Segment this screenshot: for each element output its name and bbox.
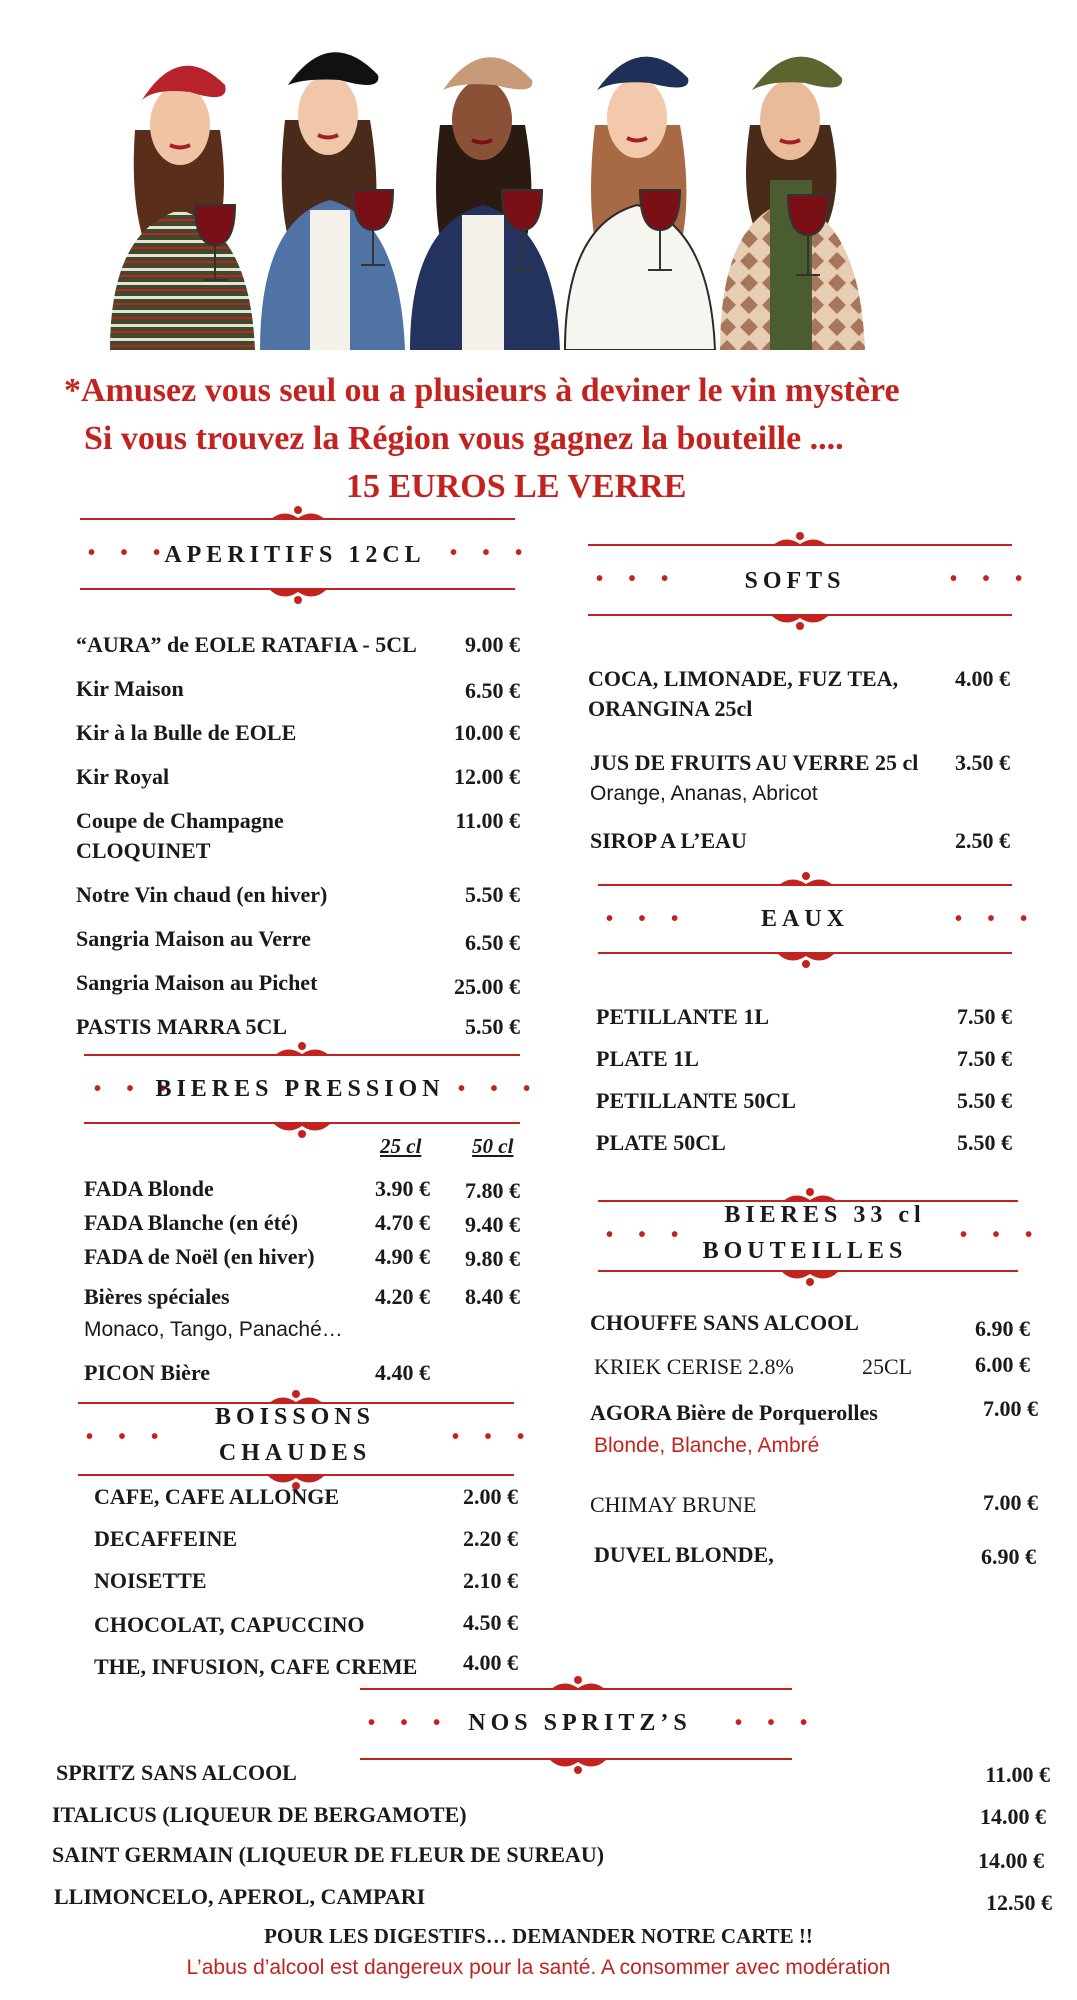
beer-price-25cl: 4.40 € <box>375 1360 430 1385</box>
water-price: 5.50 € <box>957 1088 1012 1113</box>
flourish-ornament <box>776 870 836 890</box>
bottle-beer-size: 25CL <box>862 1354 913 1379</box>
hot-drink-price: 2.20 € <box>463 1526 518 1551</box>
spritz-price: 14.00 € <box>980 1804 1046 1829</box>
aperitif-name: Kir à la Bulle de EOLE <box>76 720 297 745</box>
beer-price-50cl: 9.40 € <box>465 1212 520 1237</box>
flourish-ornament <box>268 504 328 524</box>
dots-right: • • • <box>950 568 1033 590</box>
soft-name: JUS DE FRUITS AU VERRE 25 cl <box>590 750 919 775</box>
dots-right: • • • <box>735 1712 818 1734</box>
section-title-bieres-bouteilles-1: BIERES 33 cl <box>724 1202 926 1228</box>
dots-right: • • • <box>458 1078 541 1100</box>
dots-left: • • • <box>368 1712 451 1734</box>
aperitif-price: 5.50 € <box>465 882 520 907</box>
aperitif-name: Sangria Maison au Pichet <box>76 970 318 995</box>
flourish-ornament <box>776 950 836 970</box>
promo-line-3: 15 EUROS LE VERRE <box>346 468 687 505</box>
bottle-beer-price: 6.90 € <box>981 1544 1036 1569</box>
aperitif-name-line2: CLOQUINET <box>76 838 211 863</box>
beer-price-25cl: 4.70 € <box>375 1210 430 1235</box>
aperitif-name: PASTIS MARRA 5CL <box>76 1014 288 1039</box>
water-price: 5.50 € <box>957 1130 1012 1155</box>
water-name: PETILLANTE 50CL <box>596 1088 796 1113</box>
dots-left: • • • <box>596 568 679 590</box>
bottle-beer-subtext: Blonde, Blanche, Ambré <box>594 1434 820 1457</box>
aperitif-price: 12.00 € <box>454 764 520 789</box>
hot-drink-price: 2.10 € <box>463 1568 518 1593</box>
dots-left: • • • <box>94 1078 177 1100</box>
dots-right: • • • <box>452 1426 535 1448</box>
bottle-beer-price: 7.00 € <box>983 1490 1038 1515</box>
aperitif-name: Notre Vin chaud (en hiver) <box>76 882 328 907</box>
flourish-ornament <box>548 1674 608 1694</box>
water-price: 7.50 € <box>957 1004 1012 1029</box>
column-header-50cl: 50 cl <box>472 1134 514 1158</box>
aperitif-price: 6.50 € <box>465 678 520 703</box>
spritz-price: 12.50 € <box>986 1890 1052 1915</box>
aperitif-price: 25.00 € <box>454 974 520 999</box>
section-title-bieres-pression: BIERES PRESSION <box>155 1076 445 1102</box>
beer-price-25cl: 4.20 € <box>375 1284 430 1309</box>
aperitif-price: 5.50 € <box>465 1014 520 1039</box>
soft-subtext: Orange, Ananas, Abricot <box>590 782 818 805</box>
aperitif-name: Coupe de Champagne <box>76 808 284 833</box>
bottle-beer-name: CHIMAY BRUNE <box>590 1492 757 1517</box>
bottle-beer-price: 7.00 € <box>983 1396 1038 1421</box>
dots-left: • • • <box>606 908 689 930</box>
section-title-eaux: EAUX <box>760 906 849 932</box>
bottle-beer-name: AGORA Bière de Porquerolles <box>590 1400 878 1425</box>
spritz-name: ITALICUS (LIQUEUR DE BERGAMOTE) <box>52 1802 467 1827</box>
bottle-beer-name: DUVEL BLONDE, <box>594 1542 774 1567</box>
soft-name: SIROP A L’EAU <box>590 828 747 853</box>
beer-name: FADA Blanche (en été) <box>84 1210 299 1235</box>
water-name: PLATE 1L <box>596 1046 699 1071</box>
digestifs-note: POUR LES DIGESTIFS… DEMANDER NOTRE CARTE !! <box>264 1924 813 1948</box>
spritz-name: SPRITZ SANS ALCOOL <box>56 1760 297 1785</box>
section-title-aperitifs: APERITIFS 12CL <box>164 542 426 568</box>
spritz-price: 11.00 € <box>985 1762 1050 1787</box>
section-title-spritz: NOS SPRITZ’S <box>468 1710 692 1736</box>
section-title-boissons-chaudes-1: BOISSONS <box>214 1404 376 1430</box>
flourish-ornament <box>272 1120 332 1140</box>
dots-left: • • • <box>86 1426 169 1448</box>
beer-name: PICON Bière <box>84 1360 211 1385</box>
hot-drink-name: THE, INFUSION, CAFE CREME <box>94 1654 418 1679</box>
soft-name-line2: ORANGINA 25cl <box>588 696 753 721</box>
aperitif-price: 11.00 € <box>455 808 520 833</box>
promo-line-2: Si vous trouvez la Région vous gagnez la bouteille .... <box>84 420 844 457</box>
beer-name: Bières spéciales <box>84 1284 230 1309</box>
aperitif-name: Sangria Maison au Verre <box>76 926 311 951</box>
water-name: PETILLANTE 1L <box>596 1004 769 1029</box>
flourish-ornament <box>780 1268 840 1288</box>
promo-line-1: *Amusez vous seul ou a plusieurs à deviner le vin mystère <box>64 372 900 409</box>
flourish-ornament <box>272 1040 332 1060</box>
aperitif-price: 9.00 € <box>465 632 520 657</box>
dots-left: • • • <box>88 542 171 564</box>
beer-subtext: Monaco, Tango, Panaché… <box>84 1318 343 1341</box>
aperitif-name: Kir Maison <box>76 676 184 701</box>
flourish-ornament <box>268 586 328 606</box>
beer-price-50cl: 7.80 € <box>465 1178 520 1203</box>
hot-drink-price: 4.00 € <box>463 1650 518 1675</box>
dots-right: • • • <box>450 542 533 564</box>
hot-drink-name: NOISETTE <box>94 1568 207 1593</box>
aperitif-name: Kir Royal <box>76 764 170 789</box>
beer-name: FADA de Noël (en hiver) <box>84 1244 315 1269</box>
flourish-ornament <box>770 530 830 550</box>
aperitif-price: 6.50 € <box>465 930 520 955</box>
hot-drink-price: 4.50 € <box>463 1610 518 1635</box>
bottle-beer-name: CHOUFFE SANS ALCOOL <box>590 1310 859 1335</box>
soft-price: 4.00 € <box>955 666 1010 691</box>
flourish-ornament <box>548 1756 608 1776</box>
column-header-25cl: 25 cl <box>380 1134 422 1158</box>
hot-drink-name: DECAFFEINE <box>94 1526 238 1551</box>
beer-price-50cl: 9.80 € <box>465 1246 520 1271</box>
aperitif-name: “AURA” de EOLE RATAFIA - 5CL <box>76 632 417 657</box>
spritz-name: SAINT GERMAIN (LIQUEUR DE FLEUR DE SUREAU) <box>52 1842 605 1867</box>
bottle-beer-name: KRIEK CERISE 2.8% <box>594 1354 794 1379</box>
water-price: 7.50 € <box>957 1046 1012 1071</box>
beer-price-25cl: 3.90 € <box>375 1176 430 1201</box>
aperitif-price: 10.00 € <box>454 720 520 745</box>
water-name: PLATE 50CL <box>596 1130 726 1155</box>
bottle-beer-price: 6.90 € <box>975 1316 1030 1341</box>
spritz-price: 14.00 € <box>978 1848 1044 1873</box>
hot-drink-name: CHOCOLAT, CAPUCCINO <box>94 1612 365 1637</box>
beer-name: FADA Blonde <box>84 1176 214 1201</box>
soft-name: COCA, LIMONADE, FUZ TEA, <box>588 666 899 691</box>
beer-price-50cl: 8.40 € <box>465 1284 520 1309</box>
women-with-wine-illustration <box>100 30 970 350</box>
section-title-softs: SOFTS <box>744 568 846 594</box>
soft-price: 3.50 € <box>955 750 1010 775</box>
dots-right: • • • <box>960 1224 1043 1246</box>
dots-left: • • • <box>606 1224 689 1246</box>
flourish-ornament <box>770 612 830 632</box>
dots-right: • • • <box>955 908 1038 930</box>
section-title-boissons-chaudes-2: CHAUDES <box>218 1440 372 1466</box>
soft-price: 2.50 € <box>955 828 1010 853</box>
hot-drink-name: CAFE, CAFE ALLONGE <box>94 1484 340 1509</box>
bottle-beer-price: 6.00 € <box>975 1352 1030 1377</box>
beer-price-25cl: 4.90 € <box>375 1244 430 1269</box>
alcohol-warning: L’abus d’alcool est dangereux pour la santé. A consommer avec modération <box>186 1956 891 1979</box>
section-title-bieres-bouteilles-2: BOUTEILLES <box>702 1238 908 1264</box>
hot-drink-price: 2.00 € <box>463 1484 518 1509</box>
spritz-name: LLIMONCELO, APEROL, CAMPARI <box>54 1884 426 1909</box>
